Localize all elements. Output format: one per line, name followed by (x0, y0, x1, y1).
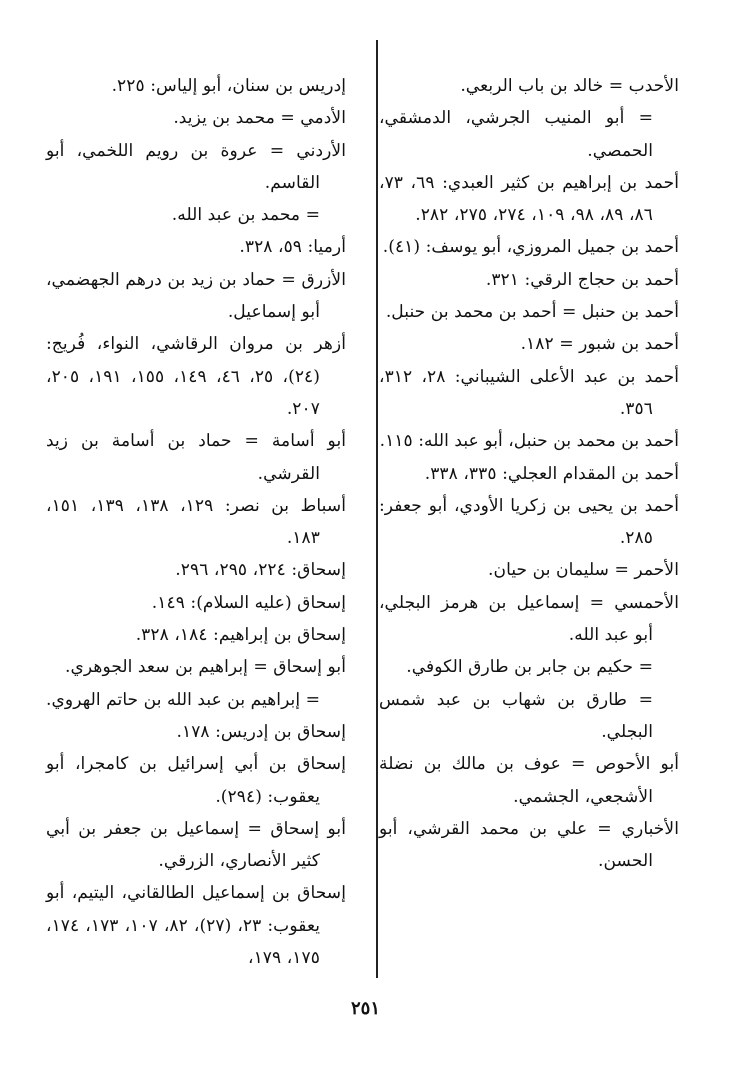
index-entry: أرميا: ٥٩، ٣٢٨. (239, 237, 346, 258)
column-divider (376, 40, 378, 978)
index-entry: أحمد بن محمد بن حنبل، أبو عبد الله: ١١٥. (379, 431, 679, 452)
index-entry: الأردني = عروة بن رويم اللخمي، أبو القاسم. (46, 140, 346, 193)
index-entry: = أبو المنيب الجرشي، الدمشقي، الحمصي. (379, 108, 653, 161)
index-entry: أحمد بن يحيى بن زكريا الأودي، أبو جعفر: ٢٨٥. (379, 495, 679, 549)
index-entry: = محمد بن عبد الله. (171, 205, 320, 226)
index-entry: إدريس بن سنان، أبو إلياس: ٢٢٥. (111, 76, 346, 96)
index-entry: الأحمر = سليمان بن حيان. (488, 560, 679, 581)
index-entry: = طارق بن شهاب بن عبد شمس البجلي. (379, 689, 653, 742)
index-entry: الأزرق = حماد بن زيد بن درهم الجهضمي، أبو إسماعيل. (46, 269, 346, 323)
index-entry: أحمد بن شبور = ١٨٢. (520, 334, 679, 355)
index-entry: أزهر بن مروان الرقاشي، النواء، فُريج: (٢٤)، ٢٥، ٤٦، ١٤٩، ١٥٥، ١٩١، ٢٠٥، ٢٠٧. (46, 334, 346, 419)
left-column (46, 70, 346, 974)
index-entry: = إبراهيم بن عبد الله بن حاتم الهروي. (46, 689, 320, 710)
index-entry: أبو إسحاق = إبراهيم بن سعد الجوهري. (64, 657, 346, 678)
index-entry: أحمد بن حجاج الرقي: ٣٢١. (485, 269, 679, 290)
index-entry: أبو الأحوص = عوف بن مالك بن نضلة الأشجعي، الجشمي. (379, 754, 679, 807)
index-entry: أبو أسامة = حماد بن أسامة بن زيد القرشي. (46, 431, 346, 484)
index-entry: أحمد بن المقدام العجلي: ٣٣٥، ٣٣٨. (424, 463, 679, 484)
index-entry: الأدمي = محمد بن يزيد. (173, 108, 346, 129)
index-entry: الأخباري = علي بن محمد القرشي، أبو الحسن. (379, 818, 679, 872)
index-entry: إسحاق بن إبراهيم: ١٨٤، ٣٢٨. (135, 625, 346, 646)
index-entry: أحمد بن حنبل = أحمد بن محمد بن حنبل. (385, 302, 679, 323)
index-entry: إسحاق بن أبي إسرائيل بن كامجرا، أبو يعقوب: (٢٩٤). (46, 754, 346, 807)
index-entry: أسباط بن نصر: ١٢٩، ١٣٨، ١٣٩، ١٥١، ١٨٣. (46, 495, 347, 549)
index-entry: أبو إسحاق = إسماعيل بن جعفر بن أبي كثير الأنصاري، الزرقي. (46, 818, 346, 872)
index-entry: إسحاق بن إسماعيل الطالقاني، اليتيم، أبو يعقوب: ٢٣، (٢٧)، ٨٢، ١٠٧، ١٧٣، ١٧٤، ١٧٥، ١٧٩، (46, 883, 346, 969)
index-entry: إسحاق (عليه السلام): ١٤٩. (151, 592, 346, 613)
index-entry: إسحاق بن إدريس: ١٧٨. (176, 721, 346, 742)
right-column (379, 70, 679, 877)
index-entry: = حكيم بن جابر بن طارق الكوفي. (406, 657, 653, 678)
index-entry: الأحدب = خالد بن باب الربعي. (460, 76, 679, 96)
index-entry: أحمد بن عبد الأعلى الشيباني: ٢٨، ٣١٢، ٣٥٦. (379, 366, 680, 419)
index-entry: أحمد بن جميل المروزي، أبو يوسف: (٤١). (382, 237, 679, 258)
index-entry: أحمد بن إبراهيم بن كثير العبدي: ٦٩، ٧٣، ٨٦، ٨٩، ٩٨، ١٠٩، ٢٧٤، ٢٧٥، ٢٨٢. (379, 172, 679, 226)
page-number: ٢٥١ (350, 998, 380, 1019)
index-entry: إسحاق: ٢٢٤، ٢٩٥، ٢٩٦. (175, 560, 346, 581)
index-entry: الأحمسي = إسماعيل بن هرمز البجلي، أبو عبد الله. (379, 592, 679, 646)
